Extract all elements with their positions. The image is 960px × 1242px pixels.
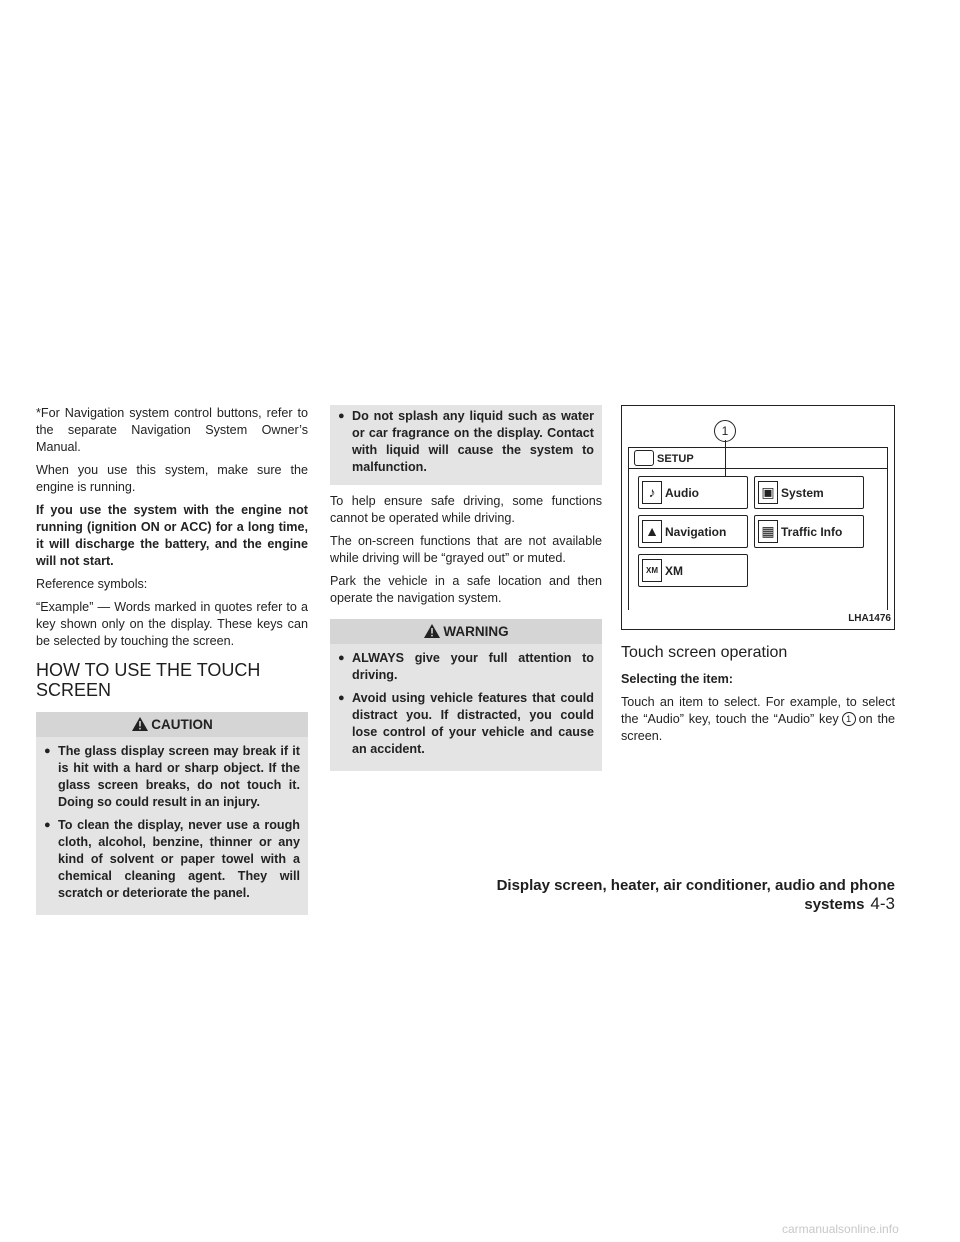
- warning-triangle-icon: [131, 715, 149, 740]
- column-2: [330, 405, 602, 771]
- watermark: carmanualsonline.info: [782, 1222, 899, 1236]
- callout-number-inline: 1: [842, 712, 856, 726]
- system-key[interactable]: [754, 476, 864, 509]
- subheading: Touch screen operation: [621, 644, 788, 661]
- engine-running-note: When you use this system, make sure the engine is running.: [36, 463, 308, 494]
- setup-menu-icon: [634, 450, 654, 466]
- park-vehicle-text: Park the vehicle in a safe location and then operate the navigation system.: [330, 574, 602, 605]
- callout-number: 1: [714, 420, 736, 442]
- xm-key-label: XM: [665, 564, 683, 578]
- warning-item: ● Avoid using vehicle features that could distract you. If distracted, you could lose control of your vehicle and cause an accident.: [338, 690, 594, 758]
- warning-title: WARNING: [443, 624, 509, 639]
- setup-title-bar: [629, 448, 887, 469]
- caution-list-continued: [338, 408, 594, 476]
- battery-warning-text: If you use the system with the engine not running (ignition ON or ACC) for a long time, it will discharge the battery, and the engine will not start.: [36, 503, 308, 568]
- warning-item: ● ALWAYS give your full attention to driving.: [338, 650, 594, 684]
- column-3: [621, 405, 895, 751]
- system-key-label: System: [781, 486, 824, 500]
- caution-item: ● To clean the display, never use a rough cloth, alcohol, benzine, thinner or any kind of solvent or paper towel with a chemical cleaning agent. They will scratch or deteriorate the panel.: [44, 817, 300, 902]
- section-heading: HOW TO USE THE TOUCH SCREEN: [36, 660, 261, 700]
- selecting-text-part-a: Touch an item to select. For example, to select the “Audio” key, touch the “Audio” key: [621, 695, 895, 726]
- monitor-icon: ▣: [758, 481, 778, 504]
- traffic-info-icon: ▦: [758, 520, 778, 543]
- chapter-title: Display screen, heater, air conditioner, audio and phone systems: [496, 877, 895, 913]
- safe-driving-text: To help ensure safe driving, some functions cannot be operated while driving.: [330, 494, 602, 525]
- page-footer: [420, 877, 895, 914]
- warning-box: [330, 619, 602, 771]
- audio-key[interactable]: [638, 476, 748, 509]
- example-definition: “Example” — Words marked in quotes refer to a key shown only on the display. These keys can be selected by touching the screen.: [36, 600, 308, 648]
- xm-key[interactable]: [638, 554, 748, 587]
- caution-box: [36, 712, 308, 915]
- caution-header: [36, 712, 308, 737]
- selecting-item-label: Selecting the item:: [621, 672, 733, 686]
- caution-box-continued: [330, 405, 602, 485]
- caution-title: CAUTION: [151, 717, 213, 732]
- setup-screen: [628, 447, 888, 610]
- setup-screen-figure: [621, 405, 895, 630]
- warning-header: [330, 619, 602, 644]
- reference-symbols-label: Reference symbols:: [36, 577, 148, 591]
- grayed-out-text: The on-screen functions that are not available while driving will be “grayed out” or muted.: [330, 534, 602, 565]
- nav-buttons-note: *For Navigation system control buttons, refer to the separate Navigation System Owner’s Manual.: [36, 406, 308, 454]
- selecting-text-part-b: on the screen.: [621, 712, 896, 743]
- warning-list: [338, 650, 594, 758]
- navigation-key[interactable]: [638, 515, 748, 548]
- navigation-arrow-icon: ▲: [642, 520, 662, 543]
- navigation-key-label: Navigation: [665, 525, 727, 539]
- page-number: 4-3: [870, 894, 895, 913]
- caution-item: ● The glass display screen may break if it is hit with a hard or sharp object. If the glass screen breaks, do not touch it. Doing so could result in an injury.: [44, 743, 300, 811]
- traffic-info-key-label: Traffic Info: [781, 525, 843, 539]
- xm-icon: XM: [642, 559, 662, 582]
- warning-triangle-icon: [423, 622, 441, 647]
- traffic-info-key[interactable]: [754, 515, 864, 548]
- figure-id: LHA1476: [848, 613, 891, 624]
- column-1: [36, 405, 308, 915]
- setup-title: SETUP: [657, 453, 694, 465]
- selecting-item-text: [621, 694, 895, 745]
- music-note-icon: ♪: [642, 481, 662, 504]
- audio-key-label: Audio: [665, 486, 699, 500]
- caution-item: ● Do not splash any liquid such as water or car fragrance on the display. Contact with liquid will cause the system to malfunction.: [338, 408, 594, 476]
- caution-list: [44, 743, 300, 902]
